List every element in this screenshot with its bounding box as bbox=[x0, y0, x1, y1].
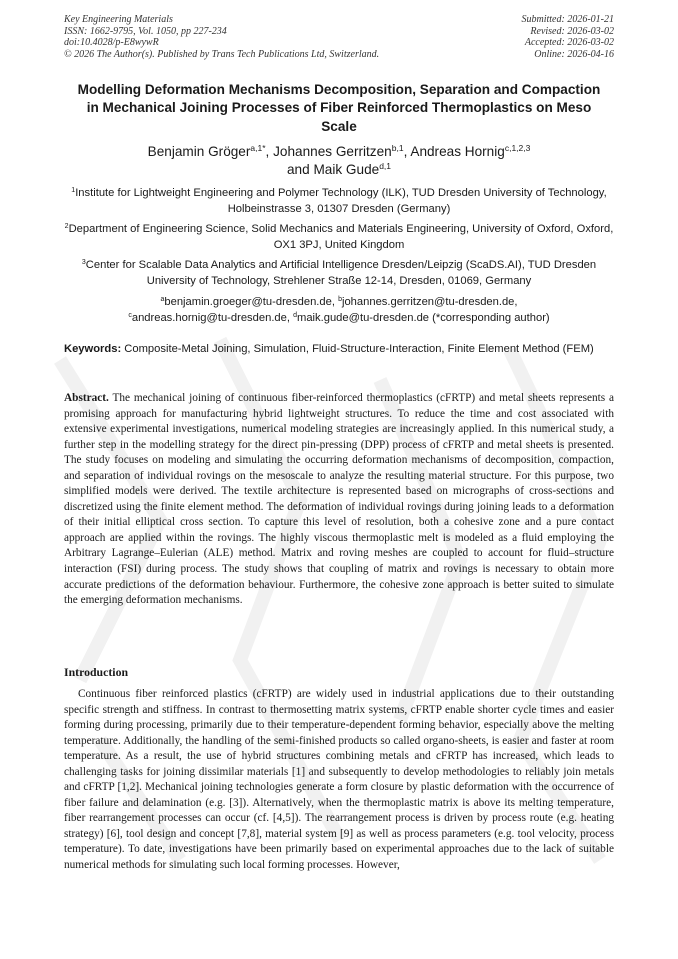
affiliation-3 bbox=[64, 258, 614, 290]
keywords-label: Keywords: bbox=[64, 343, 122, 355]
paper-title: Modelling Deformation Mechanisms Decomposition, Separation and Compaction in Mechanical Joining Processes of Fiber Reinforced Thermoplastics on Meso Scale bbox=[77, 82, 601, 134]
author-name: Johannes Gerritzen bbox=[273, 144, 392, 159]
journal-doi: doi:10.4028/p-E8wywR bbox=[64, 37, 159, 48]
keywords bbox=[64, 342, 614, 358]
author-affiliation-marker: d,1 bbox=[379, 160, 392, 171]
date-revised: Revised: 2026-03-02 bbox=[530, 25, 614, 37]
affiliation-2 bbox=[64, 222, 614, 254]
copyright-notice: © 2026 The Author(s). Published by Trans Tech Publications Ltd, Switzerland. bbox=[64, 48, 380, 60]
author-emails bbox=[64, 295, 614, 327]
email-link[interactable]: andreas.hornig@tu-dresden.de, bbox=[131, 311, 294, 324]
abstract bbox=[64, 391, 614, 609]
affiliation-marker: 3 bbox=[81, 259, 86, 266]
section-heading-introduction: Introduction bbox=[64, 665, 129, 679]
publication-dates bbox=[414, 14, 614, 60]
email-link[interactable]: benjamin.groeger@tu-dresden.de, bbox=[164, 296, 339, 308]
email-link[interactable]: johannes.gerritzen@tu-dresden.de, bbox=[341, 296, 518, 308]
date-accepted: Accepted: 2026-03-02 bbox=[524, 37, 614, 48]
author-name: Benjamin Gröger bbox=[147, 144, 251, 159]
email-marker: c bbox=[128, 311, 132, 319]
author-list bbox=[60, 143, 618, 178]
author-name: Andreas Hornig bbox=[410, 144, 505, 159]
author-affiliation-marker: a,1* bbox=[250, 143, 266, 153]
abstract-label: Abstract. bbox=[64, 392, 109, 404]
affiliation-text: Institute for Lightweight Engineering and Polymer Technology (ILK), TUD Dresden University of Technology, Holbeinstrasse 3, 01307 Dresden (Germany) bbox=[75, 187, 607, 215]
author-conjunction: and bbox=[286, 161, 314, 177]
email-marker: b bbox=[338, 296, 342, 303]
date-online: Online: 2026-04-16 bbox=[534, 48, 614, 60]
affiliation-marker: 1 bbox=[71, 187, 76, 194]
author-separator: , bbox=[403, 144, 411, 159]
affiliation-text: Department of Engineering Science, Solid Mechanics and Materials Engineering, University of Oxford, Oxford, OX1 3PJ, United Kingdom bbox=[68, 223, 614, 251]
email-link[interactable]: maik.gude@tu-dresden.de (*corresponding author) bbox=[297, 311, 550, 324]
keywords-text: Composite-Metal Joining, Simulation, Fluid-Structure-Interaction, Finite Element Method (FEM) bbox=[121, 343, 594, 355]
affiliation-1 bbox=[64, 186, 614, 218]
affiliation-marker: 2 bbox=[64, 223, 69, 230]
author-affiliation-marker: c,1,2,3 bbox=[504, 143, 531, 153]
author-affiliation-marker: b,1 bbox=[391, 143, 404, 153]
author-separator: , bbox=[265, 144, 274, 159]
email-marker: a bbox=[160, 296, 165, 303]
date-submitted: Submitted: 2026-01-21 bbox=[521, 14, 614, 25]
affiliation-text: Center for Scalable Data Analytics and Artificial Intelligence Dresden/Leipzig (ScaDS.AI), TUD Dresden University of Technology, Strehlener Straße 12-14, Dresden, 01069, Germany bbox=[85, 259, 597, 287]
introduction-paragraph: Continuous fiber reinforced plastics (cFRTP) are widely used in industrial applications due to their outstanding specific strength and stiffness. In contrast to thermosetting matrix systems, cFRTP enable shorter cycle times and easier forming during processing, primarily due to their temperature-dependent forming behavior, especially above the melting temperature. Additionally, the handling of the semi-finished products so called organo-sheets, is easier and faster at room temperature. As a result, the use of hybrid structures combining metals and cFRTP has increased, which leads to challenging tasks for joining dissimilar materials [1] and subsequently to develop methodologies to reliably join metals and cFRTP [1,2]. Mechanical joining technologies generate a form closure by plastic deformation with the occurrence of fiber failure and delamination (e.g. [3]). Alternatively, when the thermoplastic matrix is above its melting temperature, fiber rearrangement processes can occur (cf. [4,5]). The rearrangement process is driven by process route (e.g. heating strategy) [6], tool design and concept [7,8], material system [9] as well as process parameters (e.g. tool velocity, process temperature). To date, investigations have been primarily based on experimental approaches due to the lack of suitable numerical methods for simulating such local forming processes. However, bbox=[64, 688, 614, 872]
email-marker: d bbox=[293, 311, 297, 319]
author-name: Maik Gude bbox=[313, 161, 380, 177]
journal-issn: ISSN: 1662-9795, Vol. 1050, pp 227-234 bbox=[64, 25, 227, 37]
abstract-text: The mechanical joining of continuous fiber-reinforced thermoplastics (cFRTP) and metal sheets represents a promising approach for manufacturing hybrid lightweight structures. To reduce the time and cost associated with extensive experimental investigations, numerical modeling strategies are increasingly applied. In this numerical study, a further step in the modelling strategy for the direct pin-pressing (DPP) process of cFRTP and metal sheets is presented. The study focuses on modeling and simulating the occurring deformation mechanisms of decomposition, compaction, and separation of individual rovings on the mesoscale to analyze the resulting material structure. For this purpose, two simplified models were derived. The textile architecture is represented based on micrographs of cross-sections and discretized using the finite element method. The deformation of individual rovings during joining leads to a deformation of their initial elliptical cross section. To capture this level of resolution, both a cohesive zone and a pure contact approach are applied within the rovings. The highly viscous thermoplastic melt is modeled as a fluid employing the Arbitrary Lagrange–Eulerian (ALE) method. Matrix and roving meshes are coupled to account for fluid–structure interaction (FSI) during process. The study shows that coupling of matrix and rovings is necessary to obtain more accurate predictions of the deformation behaviour. Furthermore, the cohesive zone approach is better suited to simulate the emerging deformation mechanisms. bbox=[64, 392, 614, 607]
journal-name: Key Engineering Materials bbox=[64, 14, 173, 25]
journal-info bbox=[64, 14, 454, 60]
